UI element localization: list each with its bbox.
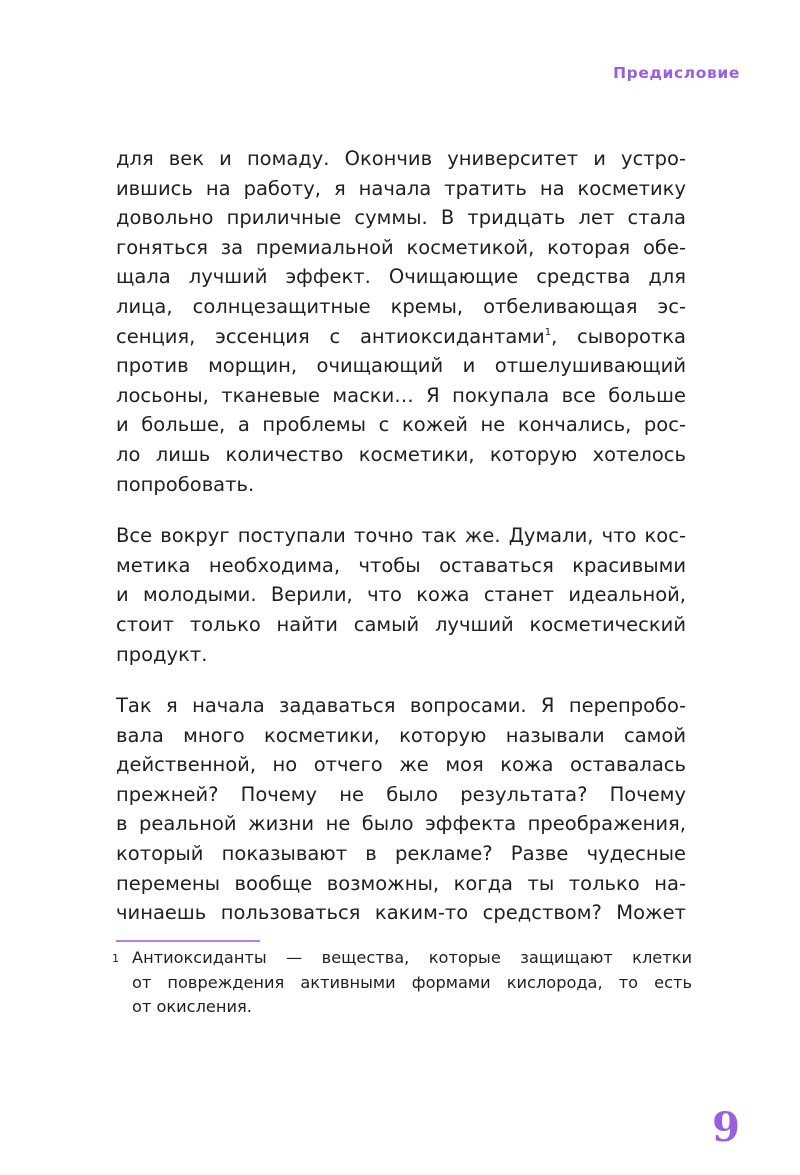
- text-line: продукт.: [116, 642, 208, 666]
- footnote-number: 1: [112, 952, 119, 965]
- text-line: для век и помаду. Окончив университет и устро-: [116, 147, 686, 170]
- paragraph-2: [116, 521, 686, 669]
- text-line-with-footnote: [116, 322, 686, 352]
- footnote-line: от окисления.: [132, 997, 252, 1016]
- page-number: 9: [712, 1104, 740, 1151]
- running-header: Предисловие: [613, 64, 740, 82]
- text-line: действенной, но отчего же моя кожа оставалась: [116, 753, 686, 777]
- text-line: лосьоны, тканевые маски… Я покупала все больше: [116, 383, 686, 407]
- footnote-text: [112, 946, 692, 1020]
- text-line: чинаешь пользоваться каким-то средством? Может: [116, 901, 686, 925]
- paragraph-1: [116, 144, 686, 499]
- text-line: вала много косметики, которую называли самой: [116, 723, 686, 747]
- text-segment: сенция, эссенция с антиоксидантами: [116, 324, 545, 348]
- text-line: попробовать.: [116, 472, 255, 496]
- text-line: прежней? Почему не было результата? Почему: [116, 782, 686, 806]
- text-line: и больше, а проблемы с кожей не кончались, рос-: [116, 413, 686, 437]
- text-line: довольно приличные суммы. В тридцать лет стала: [116, 206, 686, 230]
- text-line: щала лучший эффект. Очищающие средства для: [116, 265, 686, 289]
- footnote: [112, 946, 692, 1020]
- text-line: ившись на работу, я начала тратить на косметику: [116, 176, 686, 200]
- text-line: стоит только найти самый лучший косметический: [116, 612, 686, 636]
- text-line: Так я начала задаваться вопросами. Я перепробо-: [116, 694, 686, 718]
- text-line: гоняться за премиальной косметикой, которая обе-: [116, 235, 686, 259]
- text-line: в реальной жизни не было эффекта преображения,: [116, 812, 686, 836]
- body-text: [116, 144, 686, 950]
- footnote-reference: 1: [544, 326, 552, 338]
- text-line: Все вокруг поступали точно так же. Думали, что кос-: [116, 524, 686, 548]
- text-line: который показывают в рекламе? Разве чудесные: [116, 842, 686, 866]
- text-line: и молодыми. Верили, что кожа станет идеальной,: [116, 583, 686, 607]
- paragraph-3: [116, 691, 686, 928]
- footnote-line: Антиоксиданты — вещества, которые защищают клетки: [132, 948, 692, 967]
- text-line: метика необходима, чтобы оставаться красивыми: [116, 553, 686, 577]
- text-line: перемены вообще возможны, когда ты только на-: [116, 871, 686, 895]
- text-line: лица, солнцезащитные кремы, отбеливающая эс-: [116, 294, 686, 318]
- footnote-line: от повреждения активными формами кислорода, то есть: [132, 972, 692, 992]
- text-line: против морщин, очищающий и отшелушивающий: [116, 354, 686, 378]
- text-segment: , сыворотка: [551, 324, 686, 348]
- footnote-divider: [116, 940, 260, 942]
- text-line: ло лишь количество косметики, которую хотелось: [116, 442, 686, 466]
